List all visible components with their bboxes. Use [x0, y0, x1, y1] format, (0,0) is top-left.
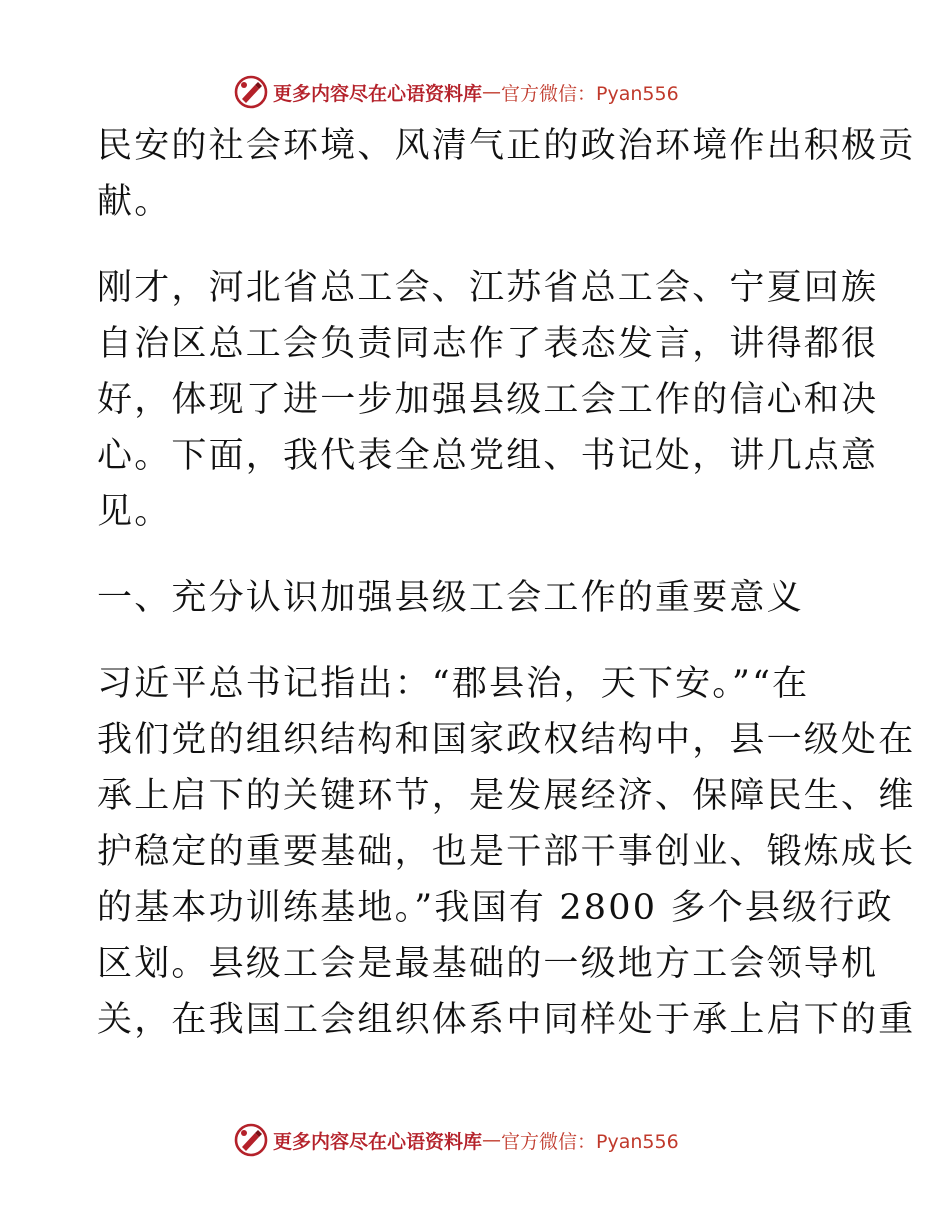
paragraph-1	[97, 118, 916, 230]
text-line: 民安的社会环境、风清气正的政治环境作出积极贡	[97, 126, 916, 166]
watermark-contact: 官方微信：Pyan556	[501, 82, 679, 105]
text-line: 的基本功训练基地。”我国有 2800 多个县级行政	[97, 888, 894, 928]
section-heading: 一、充分认识加强县级工会工作的重要意义	[97, 578, 804, 618]
watermark-contact: 官方微信：Pyan556	[501, 1130, 679, 1153]
text-line: 献。	[97, 182, 172, 222]
watermark-brand: 更多内容尽在心语资料库	[273, 82, 483, 105]
header-watermark	[233, 72, 753, 112]
text-line: 承上启下的关键环节，是发展经济、保障民生、维	[97, 776, 916, 816]
paragraph-2	[97, 260, 879, 540]
text-line: 自治区总工会负责同志作了表态发言，讲得都很	[97, 324, 879, 364]
text-line: 护稳定的重要基础，也是干部干事创业、锻炼成长	[97, 832, 916, 872]
text-line: 区划。县级工会是最基础的一级地方工会领导机	[97, 944, 879, 984]
paragraph-3	[97, 656, 916, 1048]
footer-watermark	[233, 1120, 753, 1160]
pen-logo-icon	[233, 1122, 269, 1158]
watermark-dash: —	[482, 81, 502, 103]
pen-logo-icon	[233, 74, 269, 110]
text-line: 好，体现了进一步加强县级工会工作的信心和决	[97, 380, 879, 420]
watermark-dash: —	[482, 1129, 502, 1151]
text-line: 刚才，河北省总工会、江苏省总工会、宁夏回族	[97, 268, 879, 308]
text-line: 心。下面，我代表全总党组、书记处，讲几点意	[97, 436, 879, 476]
text-line: 关，在我国工会组织体系中同样处于承上启下的重	[97, 1000, 916, 1040]
text-line: 我们党的组织结构和国家政权结构中，县一级处在	[97, 720, 916, 760]
text-line: 见。	[97, 492, 172, 532]
text-line: 习近平总书记指出：“郡县治，天下安。”“在	[97, 664, 810, 704]
document-body	[97, 118, 916, 1048]
watermark-brand: 更多内容尽在心语资料库	[273, 1130, 483, 1153]
